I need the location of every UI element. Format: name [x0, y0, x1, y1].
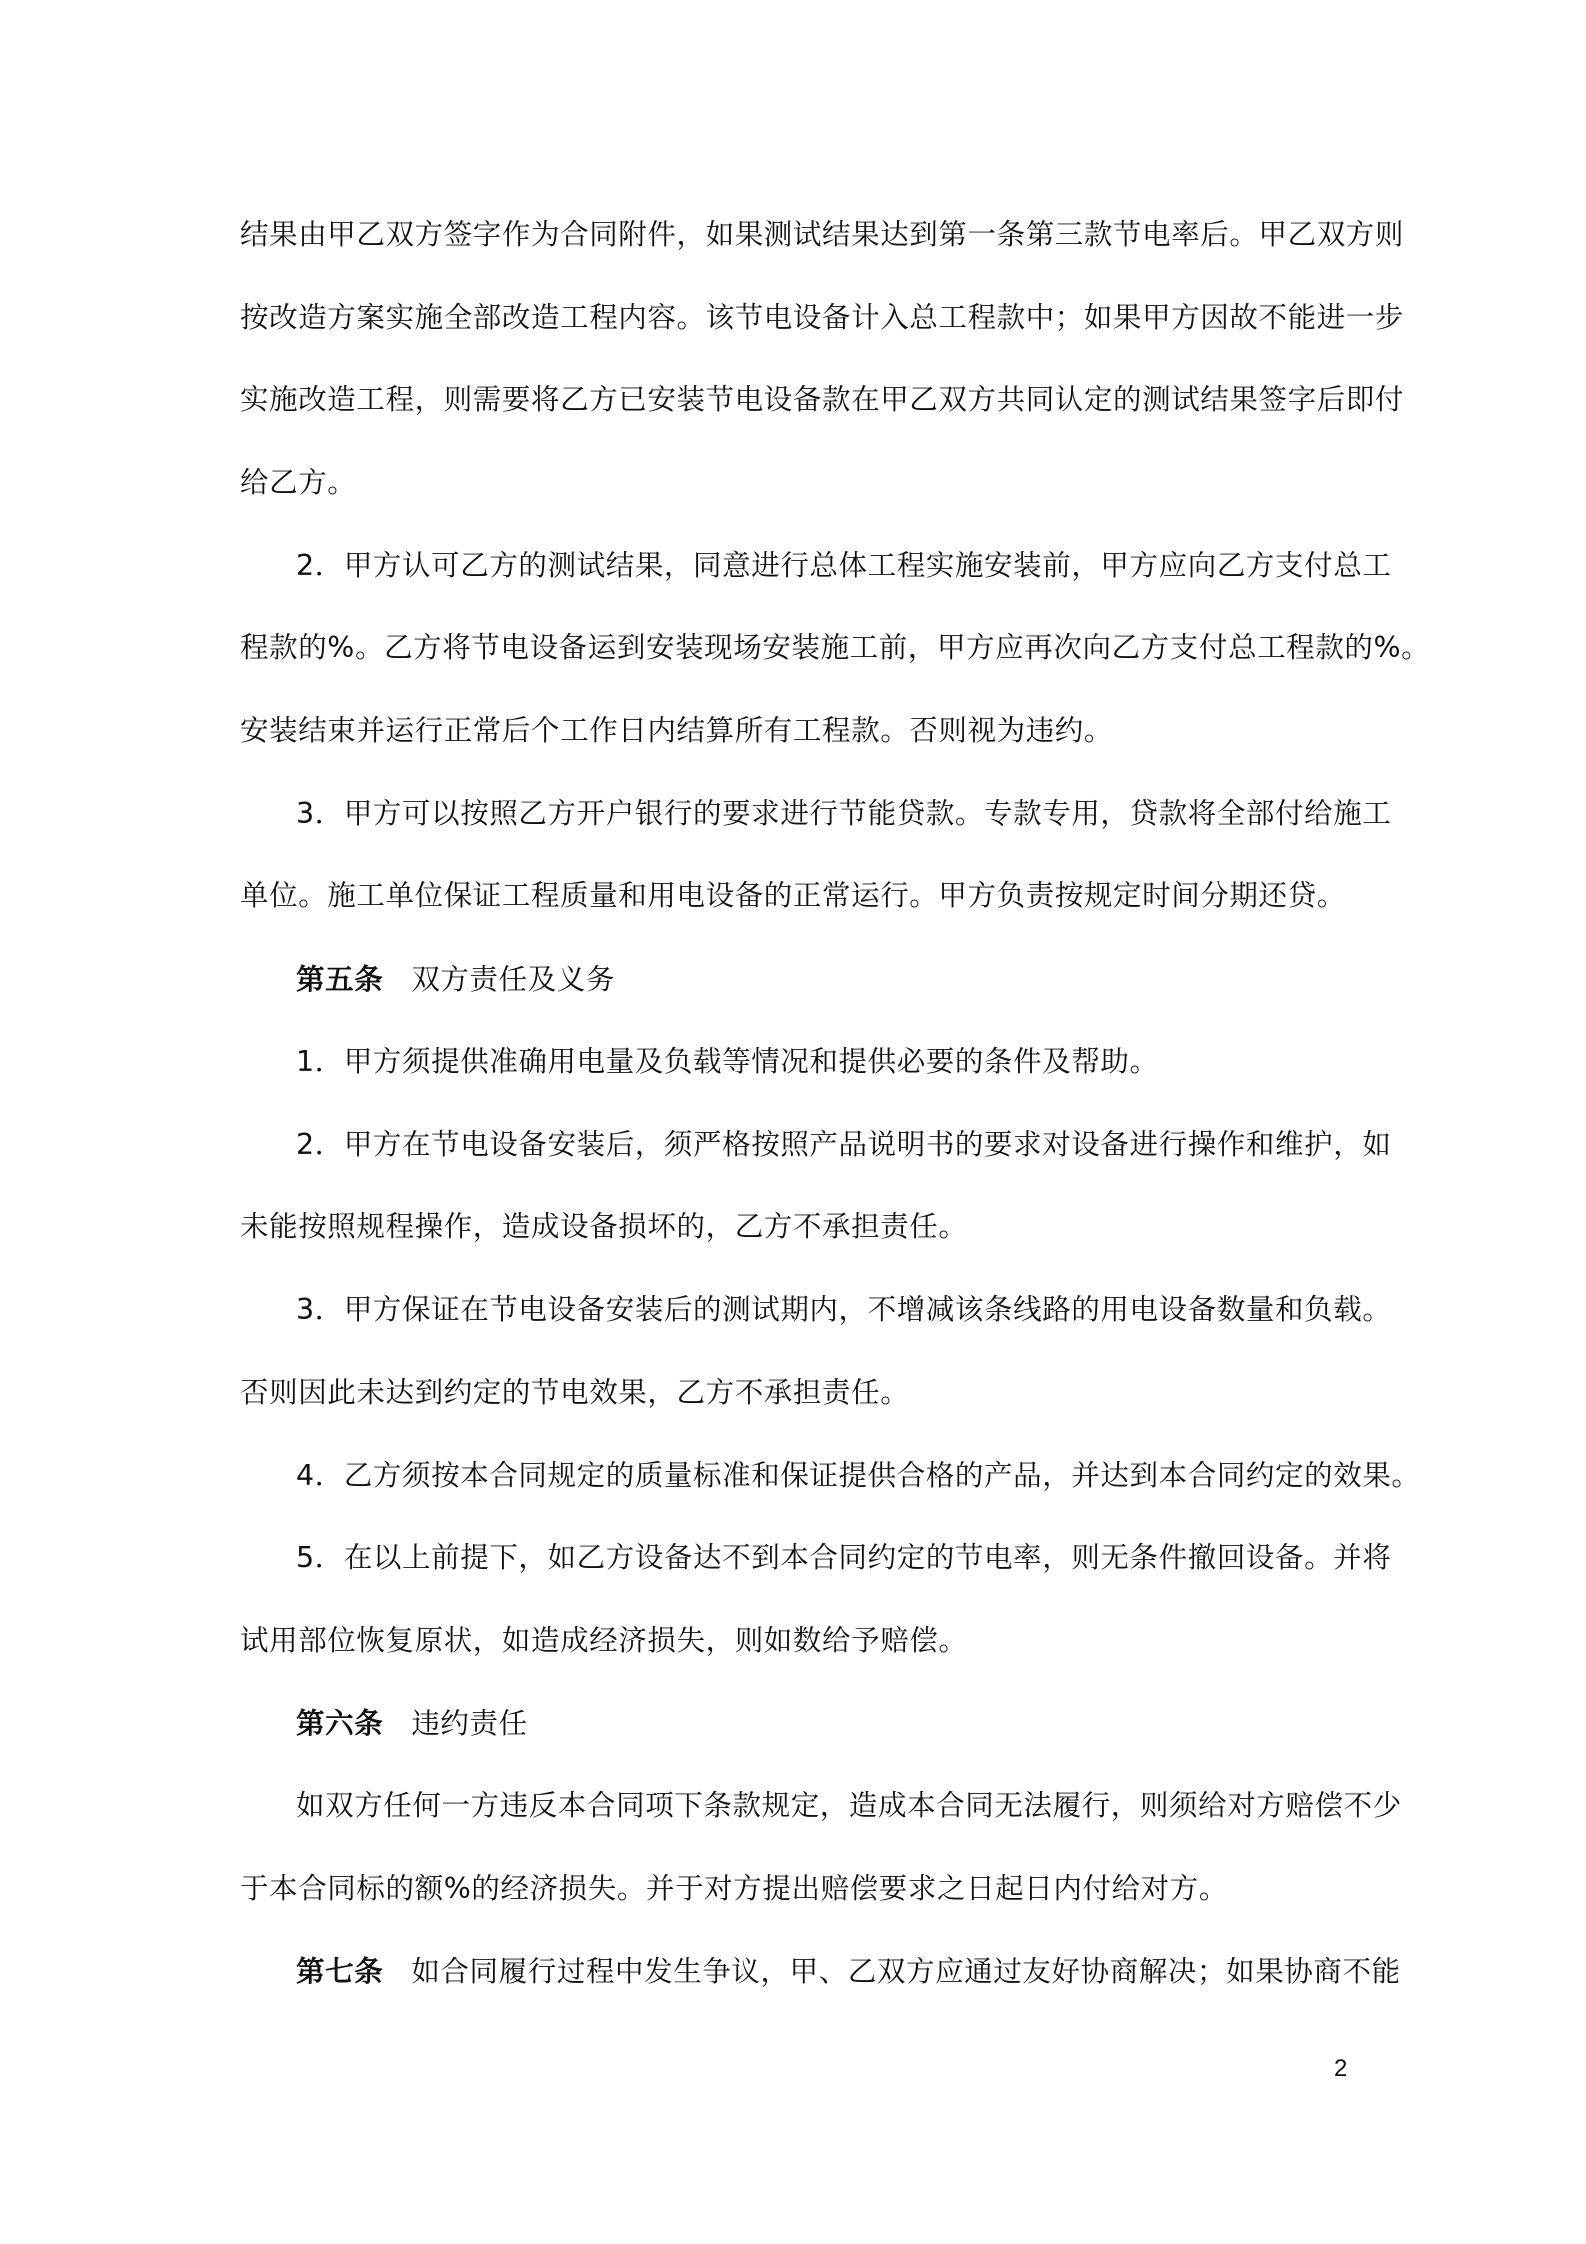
article-heading	[296, 1704, 1358, 1744]
article-heading	[296, 960, 1358, 1000]
paragraph-line: 否则因此未达到约定的节电效果，乙方不承担责任。	[240, 1376, 910, 1409]
paragraph-line: 实施改造工程，则需要将乙方已安装节电设备款在甲乙双方共同认定的测试结果签字后即付	[240, 383, 1405, 416]
page-number: 2	[1334, 2055, 1348, 2082]
paragraph-line: 程款的%。乙方将节电设备运到安装现场安装施工前，甲方应再次向乙方支付总工程款的%。	[240, 631, 1431, 664]
article-number: 第六条	[296, 1707, 384, 1740]
paragraph-line: 3．甲方保证在节电设备安装后的测试期内，不增减该条线路的用电设备数量和负载。	[296, 1293, 1392, 1326]
paragraph-line: 1．甲方须提供准确用电量及负载等情况和提供必要的条件及帮助。	[296, 1045, 1159, 1078]
paragraph-line: 未能按照规程操作，造成设备损坏的，乙方不承担责任。	[240, 1210, 968, 1243]
paragraph-line: 2．甲方认可乙方的测试结果，同意进行总体工程实施安装前，甲方应向乙方支付总工	[296, 549, 1392, 582]
paragraph-line: 于本合同标的额%的经济损失。并于对方提出赔偿要求之日起日内付给对方。	[240, 1872, 1228, 1905]
paragraph-line: 4．乙方须按本合同规定的质量标准和保证提供合格的产品，并达到本合同约定的效果。	[296, 1459, 1421, 1492]
paragraph-line: 给乙方。	[240, 466, 357, 499]
paragraph-line: 2．甲方在节电设备安装后，须严格按照产品说明书的要求对设备进行操作和维护，如	[296, 1128, 1392, 1161]
paragraph-line: 如双方任何一方违反本合同项下条款规定，造成本合同无法履行，则须给对方赔偿不少	[296, 1789, 1402, 1822]
article-number: 第五条	[296, 963, 384, 996]
paragraph-line: 试用部位恢复原状，如造成经济损失，则如数给予赔偿。	[240, 1624, 968, 1657]
article-title: 违约责任	[411, 1707, 528, 1740]
paragraph-line: 单位。施工单位保证工程质量和用电设备的正常运行。甲方负责按规定时间分期还贷。	[240, 879, 1346, 912]
paragraph-line: 3．甲方可以按照乙方开户银行的要求进行节能贷款。专款专用，贷款将全部付给施工	[296, 797, 1392, 830]
article-text: 如合同履行过程中发生争议，甲、乙双方应通过友好协商解决；如果协商不能	[411, 1955, 1401, 1988]
article-heading	[296, 1952, 1401, 1992]
paragraph-line: 安装结束并运行正常后个工作日内结算所有工程款。否则视为违约。	[240, 714, 1114, 747]
paragraph-line: 结果由甲乙双方签字作为合同附件，如果测试结果达到第一条第三款节电率后。甲乙双方则	[240, 218, 1405, 251]
paragraph-line: 按改造方案实施全部改造工程内容。该节电设备计入总工程款中；如果甲方因故不能进一步	[240, 301, 1405, 334]
paragraph-line: 5．在以上前提下，如乙方设备达不到本合同约定的节电率，则无条件撤回设备。并将	[296, 1541, 1392, 1574]
article-title: 双方责任及义务	[411, 963, 616, 996]
article-number: 第七条	[296, 1955, 384, 1988]
